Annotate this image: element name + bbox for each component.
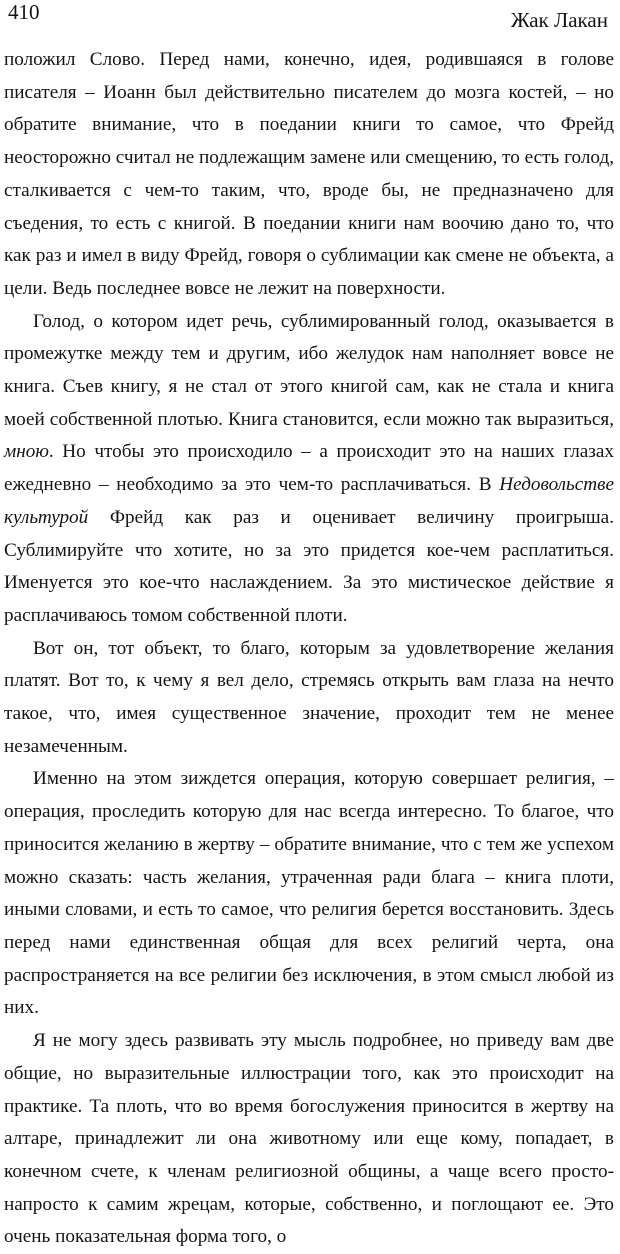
body-text (4, 44, 614, 1254)
page-header (4, 0, 614, 44)
italic-word-myself: мною (4, 441, 49, 463)
paragraph-2 (4, 306, 614, 633)
paragraph-4: Именно на этом зиждется операция, которую совершает религия, – операция, проследить которую для нас всегда интересно. То благое, что приносится желанию в жертву – обратите внимание, что с тем же успехом можно сказать: часть желания, утраченная ради блага – книга плоти, иными словами, и есть то самое, что религия берется восстановить. Здесь перед нами единственная общая для всех религий черта, она распространяется на все религии без исключения, в этом смысл любой из них. (4, 768, 614, 1019)
page-number: 410 (8, 0, 40, 24)
paragraph-5: Я не могу здесь развивать эту мысль подробнее, но приведу вам две общие, но выразительные иллюстрации того, как это происходит на практике. Та плоть, что во время богослужения приносится в жертву на алтаре, принадлежит ли она животному или еще кому, попадает, в конечном счете, к членам религиозной общины, а чаще всего просто-напросто к самим жрецам, которые, собственно, и поглощают ее. Это очень показательная форма того, о (4, 1030, 614, 1248)
paragraph-1: положил Слово. Перед нами, конечно, идея, родившаяся в голове писателя – Иоанн был действительно писателем до мозга костей, – но обратите внимание, что в поедании книги то самое, что Фрейд неосторожно считал не подлежащим замене или смещению, то есть голод, сталкивается с чем-то таким, что, вроде бы, не предназначено для съедения, то есть с книгой. В поедании книги нам воочию дано то, что как раз и имел в виду Фрейд, говоря о сублимации как смене не объекта, а цели. Ведь последнее вовсе не лежит на поверхности. (4, 49, 614, 299)
paragraph-2-text-c: . Но чтобы это происходило – а происходит это на наших глазах ежедневно – необходимо за это чем-то расплачиваться. В (4, 441, 614, 496)
running-title: Жак Лакан (510, 8, 608, 32)
italic-book-title: Недовольстве культурой (4, 474, 614, 528)
paragraph-2-text-e: Фрейд как раз и оценивает величину проигрыша. Сублимируйте что хотите, но за это придется кое-чем расплатиться. Именуется это кое-что наслаждением. За это мистическое действие я расплачиваюсь томом собственной плоти. (4, 506, 614, 626)
paragraph-2-text-a: Голод, о котором идет речь, сублимированный голод, оказывается в промежутке между тем и другим, ибо желудок нам наполняет вовсе не книга. Съев книгу, я не стал от этого книгой сам, как не стала и книга моей собственной плотью. Книга становится, если можно так выразиться, (4, 310, 614, 430)
paragraph-3: Вот он, тот объект, то благо, которым за удовлетворение желания платят. Вот то, к чему я вел дело, стремясь открыть вам глаза на нечто такое, что, имея существенное значение, проходит тем не менее незамеченным. (4, 637, 614, 757)
